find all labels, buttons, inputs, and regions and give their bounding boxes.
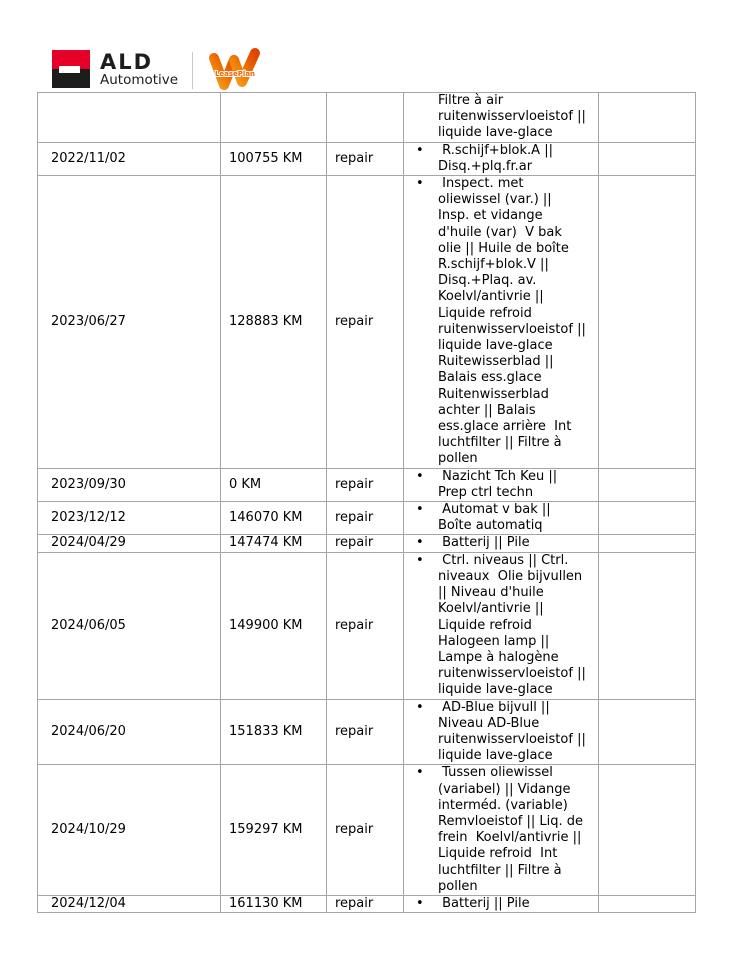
service-type-cell: repair xyxy=(327,502,404,535)
service-description-list xyxy=(406,765,586,895)
service-type-cell xyxy=(327,93,404,143)
service-description-item: • Batterij || Pile xyxy=(438,896,586,912)
service-description-cell xyxy=(404,502,599,535)
empty-cell xyxy=(599,535,696,552)
service-description-list xyxy=(406,176,590,468)
service-description-cell xyxy=(404,142,599,175)
table-row xyxy=(38,552,696,699)
service-description-item: Filtre à air ruitenwisservloeistof || liquide lave-glace xyxy=(438,93,590,141)
service-date-cell: 2024/04/29 xyxy=(38,535,221,552)
service-date-cell: 2024/12/04 xyxy=(38,895,221,912)
odometer-cell: 0 KM xyxy=(221,468,327,501)
service-date-cell: 2023/06/27 xyxy=(38,176,221,469)
table-row xyxy=(38,535,696,552)
service-type-cell: repair xyxy=(327,535,404,552)
service-description-item: • Inspect. met oliewissel (var.) || Insp. et vidange d'huile (var) V bak olie || Huile de boîte R.schijf+blok.V || Disq.+Plaq. av. Koelvl/antivrie || Liquide refroid ruitenwisservloeistof || liquide lave-glace Ruitewisserblad || Balais ess.glace Ruitenwisserblad achter || Balais ess.glace arrière Int luchtfilter || Filtre à pollen xyxy=(438,176,586,468)
table-row xyxy=(38,895,696,912)
leaseplan-logo-icon xyxy=(205,45,263,99)
service-description-list xyxy=(406,699,590,765)
service-date-cell: 2024/06/05 xyxy=(38,552,221,699)
service-description-list xyxy=(406,502,586,534)
odometer-cell: 100755 KM xyxy=(221,142,327,175)
odometer-cell: 151833 KM xyxy=(221,699,327,765)
service-type-cell: repair xyxy=(327,468,404,501)
service-description-cell xyxy=(404,895,599,912)
empty-cell xyxy=(599,142,696,175)
service-type-cell: repair xyxy=(327,765,404,896)
empty-cell xyxy=(599,468,696,501)
service-description-list xyxy=(406,93,590,142)
service-description-list xyxy=(406,469,586,501)
service-type-cell: repair xyxy=(327,176,404,469)
service-date-cell xyxy=(38,93,221,143)
service-description-item: • Automat v bak || Boîte automatiq xyxy=(438,502,586,534)
service-description-list xyxy=(406,552,590,699)
service-description-item: • Batterij || Pile xyxy=(438,535,586,551)
table-row xyxy=(38,502,696,535)
empty-cell xyxy=(599,93,696,143)
odometer-cell: 149900 KM xyxy=(221,552,327,699)
service-description-cell xyxy=(404,552,599,699)
empty-cell xyxy=(599,765,696,896)
service-description-cell xyxy=(404,468,599,501)
service-type-cell: repair xyxy=(327,142,404,175)
odometer-cell: 159297 KM xyxy=(221,765,327,896)
ald-logo-subtitle: Automotive xyxy=(100,72,179,88)
brand-bar xyxy=(52,45,263,97)
service-history-table xyxy=(37,92,696,913)
ald-logo-title: ALD xyxy=(100,50,154,74)
leaseplan-logo-label: LeasePlan xyxy=(215,70,256,78)
empty-cell xyxy=(599,552,696,699)
service-date-cell: 2023/09/30 xyxy=(38,468,221,501)
service-date-cell: 2023/12/12 xyxy=(38,502,221,535)
empty-cell xyxy=(599,699,696,765)
service-description-item: • Nazicht Tch Keu || Prep ctrl techn xyxy=(438,469,586,501)
service-date-cell: 2022/11/02 xyxy=(38,142,221,175)
service-description-list xyxy=(406,896,586,912)
table-row xyxy=(38,699,696,765)
table-row xyxy=(38,176,696,469)
service-description-item: • Ctrl. niveaus || Ctrl. niveaux Olie bijvullen || Niveau d'huile Koelvl/antivrie || Liquide refroid Halogeen lamp || Lampe à halogène ruitenwisservloeistof || liquide lave-glace xyxy=(438,553,586,699)
service-description-item: • R.schijf+blok.A || Disq.+plq.fr.ar xyxy=(438,143,586,175)
service-type-cell: repair xyxy=(327,699,404,765)
ald-logo-white-stripe xyxy=(59,66,80,73)
empty-cell xyxy=(599,895,696,912)
service-type-cell: repair xyxy=(327,552,404,699)
ald-logo-text xyxy=(100,51,178,88)
service-description-cell xyxy=(404,93,599,143)
odometer-cell: 146070 KM xyxy=(221,502,327,535)
service-type-cell: repair xyxy=(327,895,404,912)
service-description-cell xyxy=(404,535,599,552)
odometer-cell: 147474 KM xyxy=(221,535,327,552)
table-row xyxy=(38,142,696,175)
empty-cell xyxy=(599,176,696,469)
service-description-list xyxy=(406,143,586,175)
table-row xyxy=(38,765,696,896)
ald-logo-icon xyxy=(52,50,90,88)
service-date-cell: 2024/06/20 xyxy=(38,699,221,765)
service-description-cell xyxy=(404,699,599,765)
service-description-cell xyxy=(404,176,599,469)
service-description-cell xyxy=(404,765,599,896)
odometer-cell: 161130 KM xyxy=(221,895,327,912)
service-description-list xyxy=(406,535,586,551)
brand-divider xyxy=(192,52,193,89)
service-description-item: • Tussen oliewissel (variabel) || Vidange interméd. (variable) Remvloeistof || Liq. de frein Koelvl/antivrie || Liquide refroid Int luchtfilter || Filtre à pollen xyxy=(438,765,586,895)
table-row xyxy=(38,468,696,501)
empty-cell xyxy=(599,502,696,535)
table-row xyxy=(38,93,696,143)
service-description-item: • AD-Blue bijvull || Niveau AD-Blue ruitenwisservloeistof || liquide lave-glace xyxy=(438,700,586,765)
odometer-cell xyxy=(221,93,327,143)
service-date-cell: 2024/10/29 xyxy=(38,765,221,896)
odometer-cell: 128883 KM xyxy=(221,176,327,469)
